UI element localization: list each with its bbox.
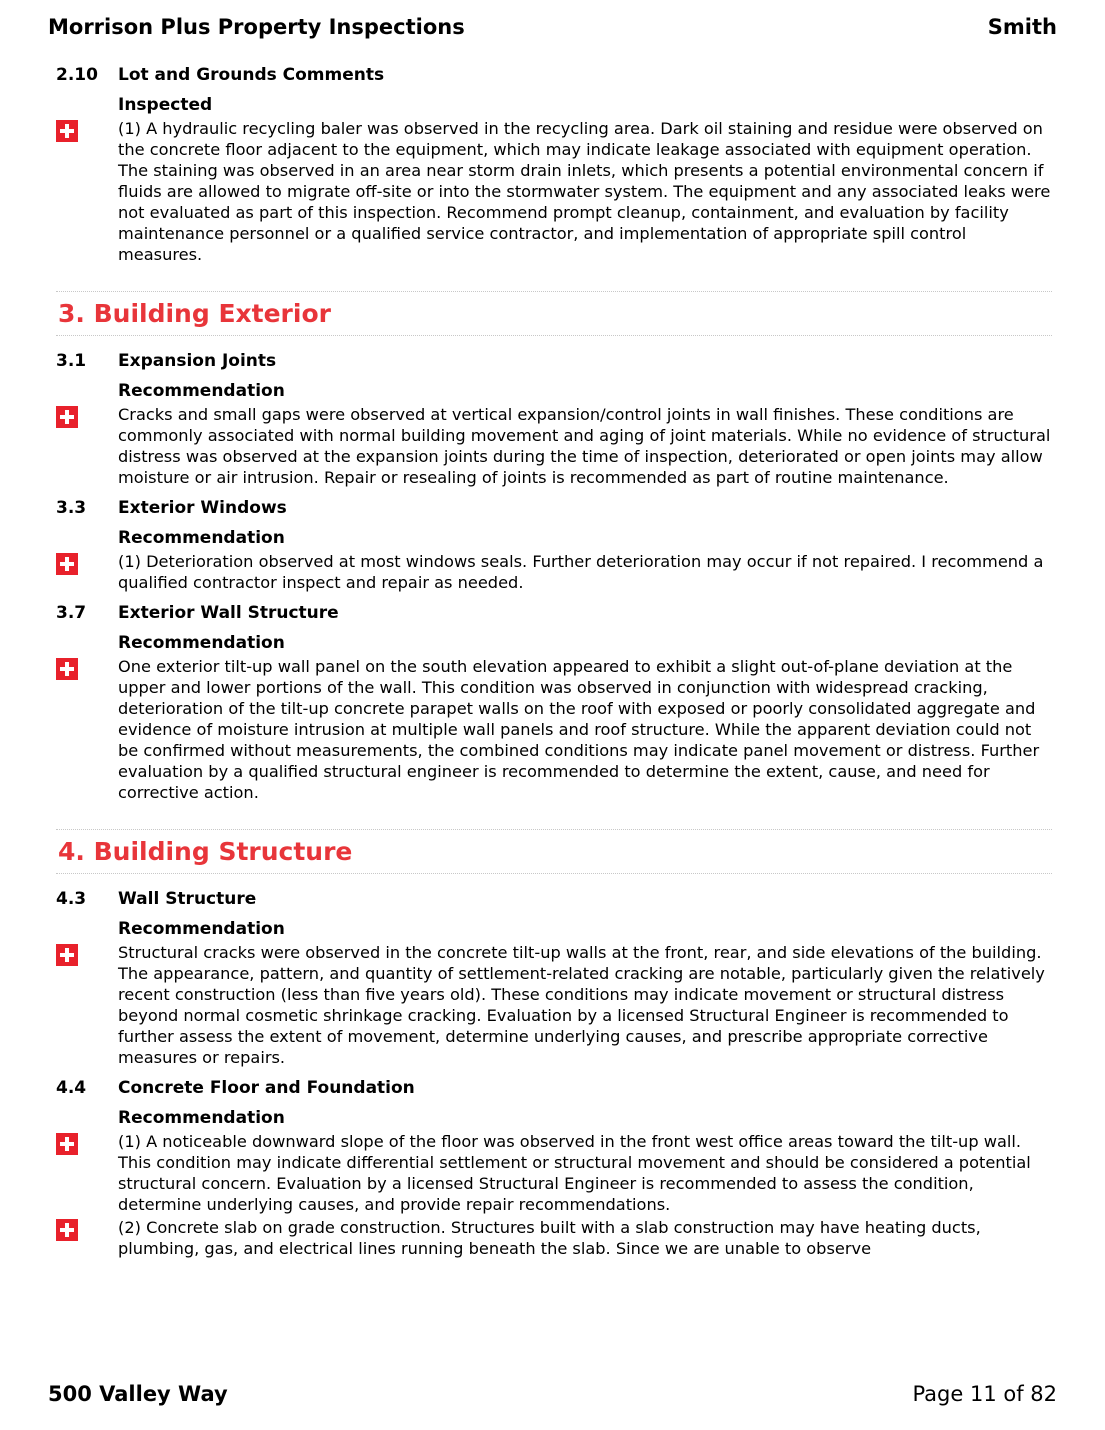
item-status: Recommendation xyxy=(118,919,285,939)
item-number: 4.3 xyxy=(56,889,87,909)
item-number: 2.10 xyxy=(56,65,98,85)
item-wall-structure xyxy=(56,888,1052,1068)
comment xyxy=(56,1131,1052,1215)
comment-text: (1) A hydraulic recycling baler was observed in the recycling area. Dark oil staining and residue were observed on the concrete floor adjacent to the equipment, which may indicate leakage associated with equipment operation. The staining was observed in an area near storm drain inlets, which presents a potential environmental concern if fluids are allowed to migrate off-site or into the stormwater system. The equipment and any associated leaks were not evaluated as part of this inspection. Recommend prompt cleanup, containment, and evaluation by facility maintenance personnel or a qualified service contractor, and implementation of appropriate spill control measures. xyxy=(118,119,1051,264)
item-status: Recommendation xyxy=(118,381,285,401)
company-name: Morrison Plus Property Inspections xyxy=(48,15,465,39)
red-cross-icon xyxy=(56,658,78,680)
item-number: 3.3 xyxy=(56,498,87,518)
comment-text: One exterior tilt-up wall panel on the south elevation appeared to exhibit a slight out-of-plane deviation at the upper and lower portions of the wall. This condition was observed in conjunction with widespread cracking, deterioration of the tilt-up concrete parapet walls on the roof with exposed or poorly consolidated aggregate and evidence of moisture intrusion at multiple wall panels and roof structure. While the apparent deviation could not be confirmed without measurements, the combined conditions may indicate panel movement or distress. Further evaluation by a qualified structural engineer is recommended to determine the extent, cause, and need for corrective action. xyxy=(118,657,1040,802)
section-title-building-exterior: 3. Building Exterior xyxy=(56,291,1052,336)
item-lot-grounds-comments xyxy=(56,64,1052,265)
item-title: Expansion Joints xyxy=(118,351,277,371)
item-concrete-floor-foundation xyxy=(56,1077,1052,1259)
item-exterior-windows xyxy=(56,497,1052,593)
comment-text: (2) Concrete slab on grade construction. Structures built with a slab construction may have heating ducts, plumbing, gas, and electrical lines running beneath the slab. Since we are unable to observe xyxy=(118,1218,981,1258)
item-status: Recommendation xyxy=(118,633,285,653)
item-title: Wall Structure xyxy=(118,889,257,909)
comment xyxy=(56,656,1052,803)
comment-text: (1) Deterioration observed at most windows seals. Further deterioration may occur if not repaired. I recommend a qualified contractor inspect and repair as needed. xyxy=(118,552,1044,592)
comment xyxy=(56,942,1052,1068)
item-status: Recommendation xyxy=(118,528,285,548)
red-cross-icon xyxy=(56,553,78,575)
item-heading xyxy=(56,602,1052,624)
red-cross-icon xyxy=(56,120,78,142)
property-address: 500 Valley Way xyxy=(48,1382,228,1406)
page-number: Page 11 of 82 xyxy=(912,1382,1057,1406)
item-heading xyxy=(56,497,1052,519)
comment xyxy=(56,404,1052,488)
comment-text: Structural cracks were observed in the concrete tilt-up walls at the front, rear, and side elevations of the building. The appearance, pattern, and quantity of settlement-related cracking are notable, particularly given the relatively recent construction (less than five years old). These conditions may indicate movement or structural distress beyond normal cosmetic shrinkage cracking. Evaluation by a licensed Structural Engineer is recommended to further assess the extent of movement, determine underlying causes, and prescribe appropriate corrective measures or repairs. xyxy=(118,943,1045,1067)
red-cross-icon xyxy=(56,406,78,428)
item-status: Recommendation xyxy=(118,1108,285,1128)
comment-text: Cracks and small gaps were observed at vertical expansion/control joints in wall finishes. These conditions are commonly associated with normal building movement and aging of joint materials. While no evidence of structural distress was observed at the expansion joints during the time of inspection, deteriorated or open joints may allow moisture or air intrusion. Repair or resealing of joints is recommended as part of routine maintenance. xyxy=(118,405,1051,487)
item-title: Exterior Windows xyxy=(118,498,287,518)
item-title: Lot and Grounds Comments xyxy=(118,65,385,85)
item-number: 4.4 xyxy=(56,1078,87,1098)
item-status: Inspected xyxy=(118,95,213,115)
item-number: 3.7 xyxy=(56,603,87,623)
red-cross-icon xyxy=(56,1133,78,1155)
red-cross-icon xyxy=(56,1219,78,1241)
item-title: Concrete Floor and Foundation xyxy=(118,1078,415,1098)
section-title-building-structure: 4. Building Structure xyxy=(56,829,1052,874)
item-title: Exterior Wall Structure xyxy=(118,603,339,623)
page-footer xyxy=(48,1380,1057,1408)
item-heading xyxy=(56,64,1052,86)
item-heading xyxy=(56,888,1052,910)
item-exterior-wall-structure xyxy=(56,602,1052,803)
item-expansion-joints xyxy=(56,350,1052,488)
page-header xyxy=(48,13,1057,41)
red-cross-icon xyxy=(56,944,78,966)
report-content xyxy=(56,64,1052,1268)
client-name: Smith xyxy=(987,15,1057,39)
comment xyxy=(56,1217,1052,1259)
item-number: 3.1 xyxy=(56,351,87,371)
comment xyxy=(56,118,1052,265)
item-heading xyxy=(56,350,1052,372)
item-heading xyxy=(56,1077,1052,1099)
comment xyxy=(56,551,1052,593)
comment-text: (1) A noticeable downward slope of the floor was observed in the front west office areas toward the tilt-up wall. This condition may indicate differential settlement or structural movement and should be considered a potential structural concern. Evaluation by a licensed Structural Engineer is recommended to assess the condition, determine underlying causes, and provide repair recommendations. xyxy=(118,1132,1031,1214)
